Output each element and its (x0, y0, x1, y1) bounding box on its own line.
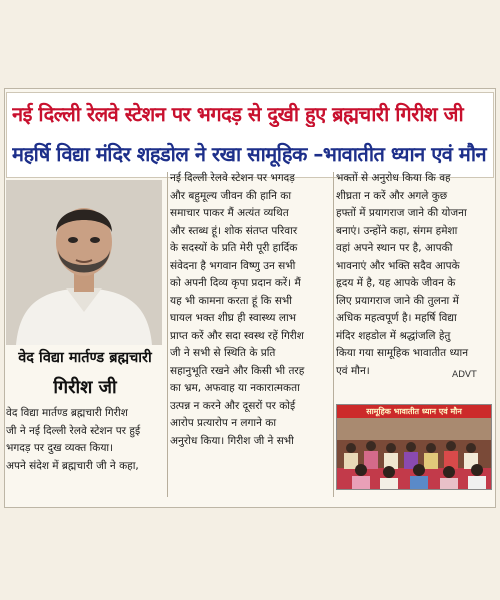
column-line: समाचार पाकर मैं अत्यंत व्यथित (170, 207, 289, 219)
column-line: को अपनी दिव्य कृपा प्रदान करें। मैं (170, 277, 301, 289)
column-line: भावनाएं और भक्ति सदैव आपके (336, 259, 460, 272)
column-line: वहां अपने स्थान पर है, आपकी (336, 242, 453, 254)
column-line: नई दिल्ली रेलवे स्टेशन पर भगदड़ (170, 172, 295, 184)
column-line: भगदड़ पर दुख व्यक्त किया। (6, 442, 114, 454)
column-divider (167, 172, 168, 497)
column-line: उत्पन्न न करने और दूसरों पर कोई (170, 399, 296, 412)
column-divider (333, 172, 334, 497)
article-column-middle (170, 170, 332, 450)
column-line: किया गया सामूहिक भावातीत ध्यान (336, 347, 469, 359)
column-line: यह भी कामना करता हूं कि सभी (170, 294, 293, 307)
column-line: अधिक महत्वपूर्ण है। महर्षि विद्या (336, 312, 457, 324)
article-column-left (6, 405, 166, 475)
column-line: प्राप्त करें और सदा स्वस्थ रहें गिरीश (170, 329, 304, 342)
column-line: जी ने नई दिल्ली रेलवे स्टेशन पर हुई (6, 424, 141, 437)
column-line: भक्तों से अनुरोध किया कि वह (336, 172, 451, 184)
photo-caption-name: गिरीश जी (53, 377, 117, 398)
column-line: आरोप प्रत्यारोप न लगाने का (170, 417, 277, 429)
advertisement-label: ADVT (452, 370, 477, 380)
headline-line-1: नई दिल्ली रेलवे स्टेशन पर भगदड़ से दुखी हुए ब्रह्मचारी गिरीश जी (12, 102, 464, 126)
column-line: और स्तब्ध हूं। शोक संतप्त परिवार (170, 224, 298, 237)
column-line: संवेदना है भगवान विष्णु उन सभी (170, 259, 296, 272)
column-line: मंदिर शहडोल में श्रद्धांजलि हेतु (336, 329, 451, 342)
column-line: हृदय में है, यह आपके जीवन के (336, 277, 456, 289)
column-line: सहानुभूति रखने और किसी भी तरह (170, 364, 305, 377)
column-line: शीघ्रता न करें और अगले कुछ (336, 189, 448, 202)
column-line: अनुरोध किया। गिरीश जी ने सभी (170, 434, 294, 447)
column-line: का भ्रम, अफवाह या नकारात्मकता (170, 382, 300, 394)
column-line: बनाएं। उन्होंने कहा, संगम हमेशा (336, 224, 458, 237)
column-line: अपने संदेश में ब्रह्मचारी जी ने कहा, (6, 459, 139, 472)
meditation-inset-photo (336, 404, 492, 490)
photo-caption-title: वेद विद्या मार्तण्ड ब्रह्मचारी (18, 350, 152, 366)
column-line: जी ने सभी से स्थिति के प्रति (170, 347, 276, 359)
page-background-bottom (0, 510, 500, 600)
column-line: हफ्तों में प्रयागराज जाने की योजना (336, 207, 467, 219)
column-line: घायल भक्त शीघ्र ही स्वास्थ्य लाभ (170, 312, 297, 324)
portrait-illustration (6, 180, 162, 345)
column-line: के सदस्यों के प्रति मेरी पूरी हार्दिक (170, 242, 298, 254)
column-line: और बहुमूल्य जीवन की हानि का (170, 189, 292, 202)
headline-line-2: महर्षि विद्या मंदिर शहडोल ने रखा सामूहिक –भावातीत ध्यान एवं मौन (12, 142, 487, 166)
article-column-right (336, 170, 494, 380)
column-line: लिए प्रयागराज जाने की तुलना में (336, 294, 459, 307)
inset-title: सामूहिक भावातीत ध्यान एवं मौन (366, 407, 462, 416)
column-line: एवं मौन। (336, 364, 370, 377)
column-line: वेद विद्या मार्तण्ड ब्रह्मचारी गिरीश (6, 407, 128, 419)
group-meditation-illustration (337, 418, 492, 490)
portrait-photo (6, 180, 162, 345)
